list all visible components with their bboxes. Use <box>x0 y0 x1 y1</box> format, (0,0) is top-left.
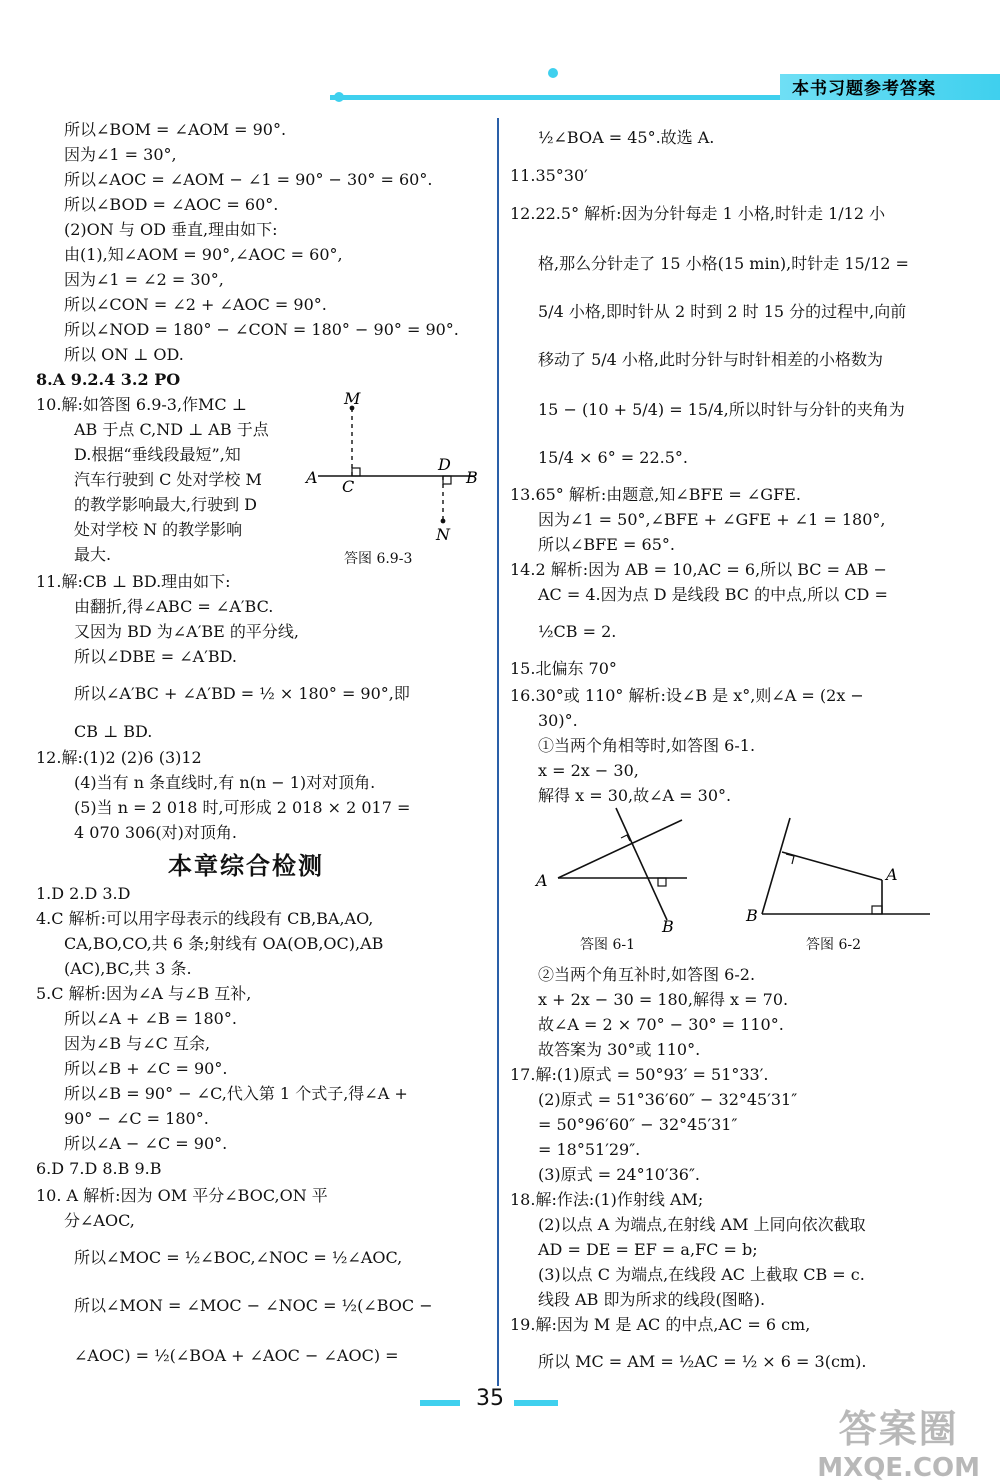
right-angle-bottom <box>872 906 882 914</box>
text-line: 所以∠BFE = 65°. <box>538 535 675 554</box>
label-a: A <box>536 871 548 890</box>
text-line: 所以∠AOC = ∠AOM − ∠1 = 90° − 30° = 60°. <box>64 170 433 189</box>
text-line: 所以∠B = 90° − ∠C,代入第 1 个式子,得∠A + <box>64 1084 408 1103</box>
text-line: 15 − (10 + 5/4) = 15/4,所以时针与分针的夹角为 <box>538 400 905 419</box>
text-line: 所以∠A′BC + ∠A′BD = ½ × 180° = 90°,即 <box>74 684 410 703</box>
text-line: 6.D 7.D 8.B 9.B <box>36 1159 162 1178</box>
page-number-decoration-left <box>420 1400 460 1406</box>
right-angle-top <box>786 854 794 864</box>
text-line: 所以∠B + ∠C = 90°. <box>64 1059 228 1078</box>
text-line: 所以 MC = AM = ½AC = ½ × 6 = 3(cm). <box>538 1352 867 1371</box>
text-line: 所以∠NOD = 180° − ∠CON = 180° − 90° = 90°. <box>64 320 459 339</box>
text-line: (4)当有 n 条直线时,有 n(n − 1)对对顶角. <box>74 773 376 792</box>
text-line: 30)°. <box>538 711 578 730</box>
figure-6-2 <box>742 818 932 928</box>
text-line: AD = DE = EF = a,FC = b; <box>538 1240 758 1259</box>
text-line: 所以∠CON = ∠2 + ∠AOC = 90°. <box>64 295 327 314</box>
text-line: x = 2x − 30, <box>538 761 639 780</box>
label-a: A <box>306 468 318 487</box>
label-b: B <box>466 468 478 487</box>
text-line: 因为∠1 = ∠2 = 30°, <box>64 270 224 289</box>
text-line: 16.30°或 110° 解析:设∠B 是 x°,则∠A = (2x − <box>510 686 864 705</box>
text-line: 处对学校 N 的教学影响 <box>74 520 243 539</box>
text-line: 11.解:CB ⊥ BD.理由如下: <box>36 572 231 591</box>
text-line: 的教学影响最大,行驶到 D <box>74 495 258 514</box>
section-title: 本章综合检测 <box>168 852 324 880</box>
text-line: 18.解:作法:(1)作射线 AM; <box>510 1190 704 1209</box>
text-line: 故∠A = 2 × 70° − 30° = 110°. <box>538 1015 784 1034</box>
label-c: C <box>342 477 355 496</box>
text-line: AC = 4.因为点 D 是线段 BC 的中点,所以 CD = <box>538 585 888 604</box>
text-line: 汽车行驶到 C 处对学校 M <box>74 470 262 489</box>
text-line: 所以 ON ⊥ OD. <box>64 345 184 364</box>
text-line: 13.65° 解析:由题意,知∠BFE = ∠GFE. <box>510 485 801 504</box>
page-number: 35 <box>476 1386 504 1411</box>
text-line: (2)原式 = 51°36′60″ − 32°45′31″ <box>538 1090 798 1109</box>
caption-6-2: 答图 6-2 <box>806 937 861 953</box>
text-line: ½CB = 2. <box>538 622 617 641</box>
watermark-top: 答案圈 <box>838 1407 959 1451</box>
column-divider <box>497 118 499 1386</box>
text-line: (3)原式 = 24°10′36″. <box>538 1165 701 1184</box>
text-line: 8.A 9.2.4 3.2 PO <box>36 370 181 389</box>
text-line: 12.解:(1)2 (2)6 (3)12 <box>36 748 202 767</box>
line-top <box>782 852 882 880</box>
figure-6-9-3 <box>300 388 490 548</box>
text-line: 4.C 解析:可以用字母表示的线段有 CB,BA,AO, <box>36 909 374 928</box>
point-n <box>441 519 446 524</box>
text-line: 15.北偏东 70° <box>510 659 617 678</box>
label-n: N <box>436 525 450 544</box>
text-line: 故答案为 30°或 110°. <box>538 1040 701 1059</box>
label-a: A <box>886 865 898 884</box>
text-line: 10.解:如答图 6.9-3,作MC ⊥ <box>36 395 247 414</box>
text-line: (AC),BC,共 3 条. <box>64 959 192 978</box>
text-line: 所以∠BOD = ∠AOC = 60°. <box>64 195 279 214</box>
text-line: 15/4 × 6° = 22.5°. <box>538 448 688 467</box>
text-line: 4 070 306(对)对顶角. <box>74 823 238 842</box>
text-line: ½∠BOA = 45°.故选 A. <box>538 128 715 147</box>
text-line: ∠AOC) = ½(∠BOA + ∠AOC − ∠AOC) = <box>74 1346 399 1365</box>
text-line: (5)当 n = 2 018 时,可形成 2 018 × 2 017 = <box>74 798 411 817</box>
text-line: 10. A 解析:因为 OM 平分∠BOC,ON 平 <box>36 1186 328 1205</box>
text-line: D.根据“垂线段最短”,知 <box>74 445 241 464</box>
text-line: 1.D 2.D 3.D <box>36 884 131 903</box>
text-line: = 50°96′60″ − 32°45′31″ <box>538 1115 738 1134</box>
header-dot-left <box>334 92 344 102</box>
text-line: (2)以点 A 为端点,在射线 AM 上同向依次截取 <box>538 1215 866 1234</box>
text-line: 因为∠B 与∠C 互余, <box>64 1034 211 1053</box>
text-line: 最大. <box>74 545 112 564</box>
text-line: CA,BO,CO,共 6 条;射线有 OA(OB,OC),AB <box>64 934 384 953</box>
text-line: 17.解:(1)原式 = 50°93′ = 51°33′. <box>510 1065 769 1084</box>
header-title: 本书习题参考答案 <box>792 79 936 99</box>
label-b: B <box>662 917 674 936</box>
text-line: x + 2x − 30 = 180,解得 x = 70. <box>538 990 789 1009</box>
text-line: CB ⊥ BD. <box>74 722 153 741</box>
line-left <box>762 818 790 914</box>
text-line: 所以∠A − ∠C = 90°. <box>64 1134 228 1153</box>
caption-6-9-3: 答图 6.9-3 <box>344 551 413 567</box>
text-line: 所以∠MOC = ½∠BOC,∠NOC = ½∠AOC, <box>74 1248 403 1267</box>
header-dot-upper <box>548 68 558 78</box>
label-d: D <box>438 455 451 474</box>
ray-upper <box>558 820 682 878</box>
label-b: B <box>746 906 758 925</box>
text-line: 5/4 小格,即时针从 2 时到 2 时 15 分的过程中,向前 <box>538 302 907 321</box>
text-line: 19.解:因为 M 是 AC 的中点,AC = 6 cm, <box>510 1315 811 1334</box>
text-line: 移动了 5/4 小格,此时分针与时针相差的小格数为 <box>538 350 884 369</box>
text-line: 因为∠1 = 30°, <box>64 145 177 164</box>
text-line: 所以∠DBE = ∠A′BD. <box>74 647 237 666</box>
text-line: 14.2 解析:因为 AB = 10,AC = 6,所以 BC = AB − <box>510 560 887 579</box>
text-line: 解得 x = 30,故∠A = 30°. <box>538 786 732 805</box>
transversal <box>616 808 667 920</box>
text-line: 所以∠MON = ∠MOC − ∠NOC = ½(∠BOC − <box>74 1296 433 1315</box>
text-line: 又因为 BD 为∠A′BE 的平分线, <box>74 622 299 641</box>
right-angle-c <box>352 468 360 476</box>
text-line: 由翻折,得∠ABC = ∠A′BC. <box>74 597 274 616</box>
text-line: 所以∠BOM = ∠AOM = 90°. <box>64 120 287 139</box>
text-line: 格,那么分针走了 15 小格(15 min),时针走 15/12 = <box>538 254 909 273</box>
text-line: 所以∠A + ∠B = 180°. <box>64 1009 237 1028</box>
text-line: ②当两个角互补时,如答图 6-2. <box>538 965 756 984</box>
text-line: 90° − ∠C = 180°. <box>64 1109 209 1128</box>
text-line: 11.35°30′ <box>510 166 588 185</box>
figure-6-1 <box>532 808 692 936</box>
text-line: (2)ON 与 OD 垂直,理由如下: <box>64 220 278 239</box>
text-line: (3)以点 C 为端点,在线段 AC 上截取 CB = c. <box>538 1265 865 1284</box>
right-angle-d <box>443 476 451 484</box>
text-line: 分∠AOC, <box>64 1211 135 1230</box>
text-line: 线段 AB 即为所求的线段(图略). <box>538 1290 766 1309</box>
text-line: 因为∠1 = 50°,∠BFE + ∠GFE + ∠1 = 180°, <box>538 510 886 529</box>
text-line: ①当两个角相等时,如答图 6-1. <box>538 736 756 755</box>
watermark <box>817 1398 980 1483</box>
text-line: AB 于点 C,ND ⊥ AB 于点 <box>74 420 269 439</box>
right-angle-lower <box>658 878 666 886</box>
page-number-decoration-right <box>514 1400 558 1406</box>
text-line: = 18°51′29″. <box>538 1140 641 1159</box>
caption-6-1: 答图 6-1 <box>580 937 635 953</box>
watermark-bottom: MXQE.COM <box>817 1453 980 1483</box>
label-m: M <box>344 389 361 408</box>
text-line: 由(1),知∠AOM = 90°,∠AOC = 60°, <box>64 245 343 264</box>
text-line: 5.C 解析:因为∠A 与∠B 互补, <box>36 984 252 1003</box>
text-line: 12.22.5° 解析:因为分针每走 1 小格,时针走 1/12 小 <box>510 204 886 223</box>
